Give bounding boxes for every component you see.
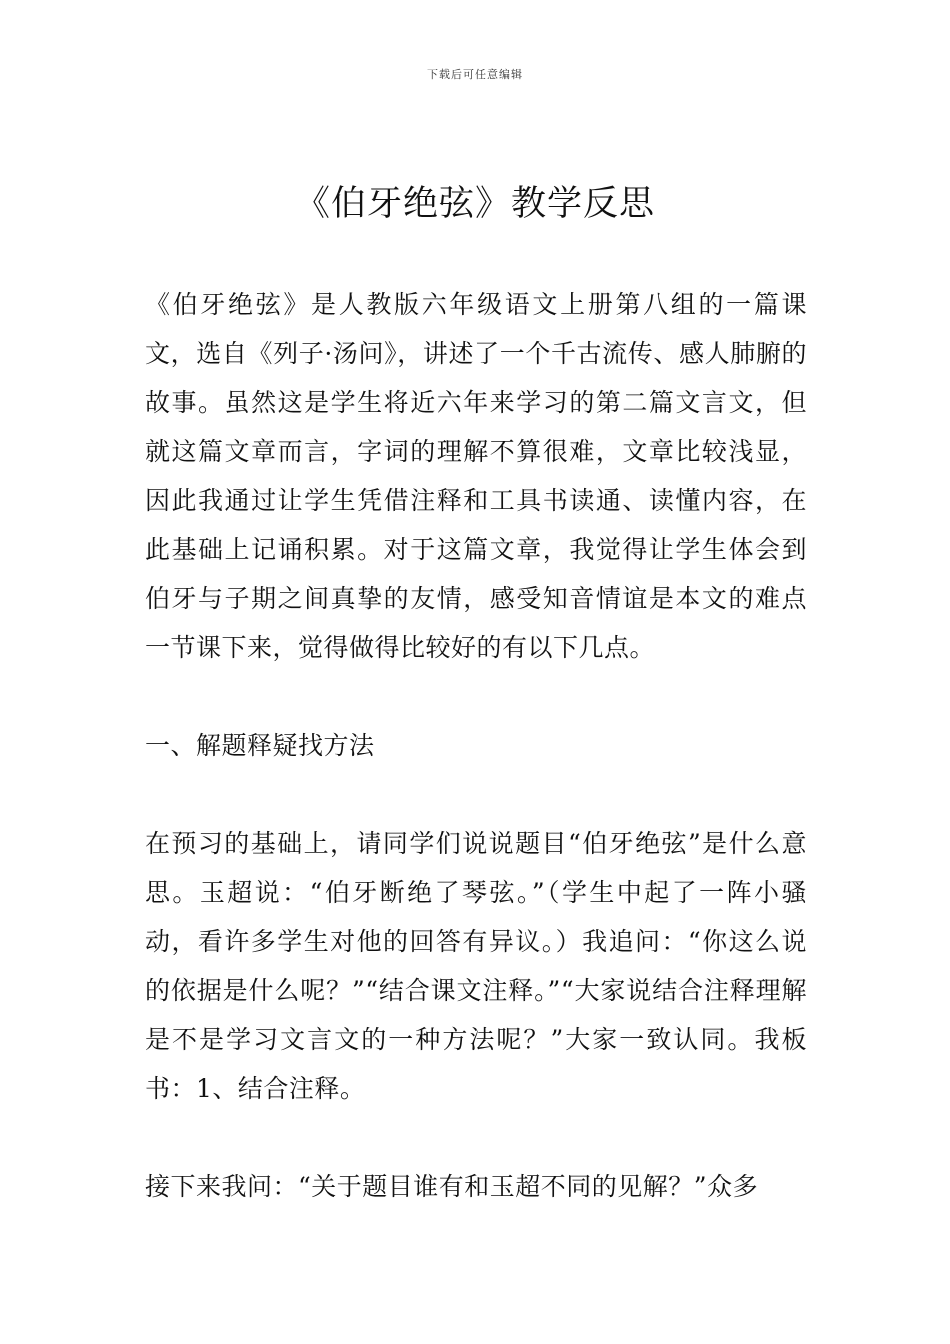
paragraph-section-1: 在预习的基础上，请同学们说说题目“伯牙绝弦”是什么意思。玉超说：“伯牙断绝了琴弦。”（学生中起了一阵小骚动，看许多学生对他的回答有异议。）我追问：“你这么说的依据是什么呢？”“结合课文注释。”“大家说结合注释理解是不是学习文言文的一种方法呢？”大家一致认同。我板书：1、结合注释。 — [145, 829, 807, 1103]
paragraph-continuation: 接下来我问：“关于题目谁有和玉超不同的见解？”众多 — [145, 1172, 759, 1201]
paragraph-intro: 《伯牙绝弦》是人教版六年级语文上册第八组的一篇课文，选自《列子·汤问》，讲述了一个千古流传、感人肺腑的故事。虽然这是学生将近六年来学习的第二篇文言文，但就这篇文章而言，字词的理解不算很难，文章比较浅显，因此我通过让学生凭借注释和工具书读通、读懂内容，在此基础上记诵积累。对于这篇文章，我觉得让学生体会到伯牙与子期之间真挚的友情，感受知音情谊是本文的难点一节课下来，觉得做得比较好的有以下几点。 — [145, 290, 807, 662]
document-body — [145, 280, 807, 1211]
page-header-note: 下载后可任意编辑 — [427, 68, 523, 81]
section-heading-1: 一、解题释疑找方法 — [145, 731, 375, 760]
document-title: 《伯牙绝弦》教学反思 — [294, 184, 655, 224]
